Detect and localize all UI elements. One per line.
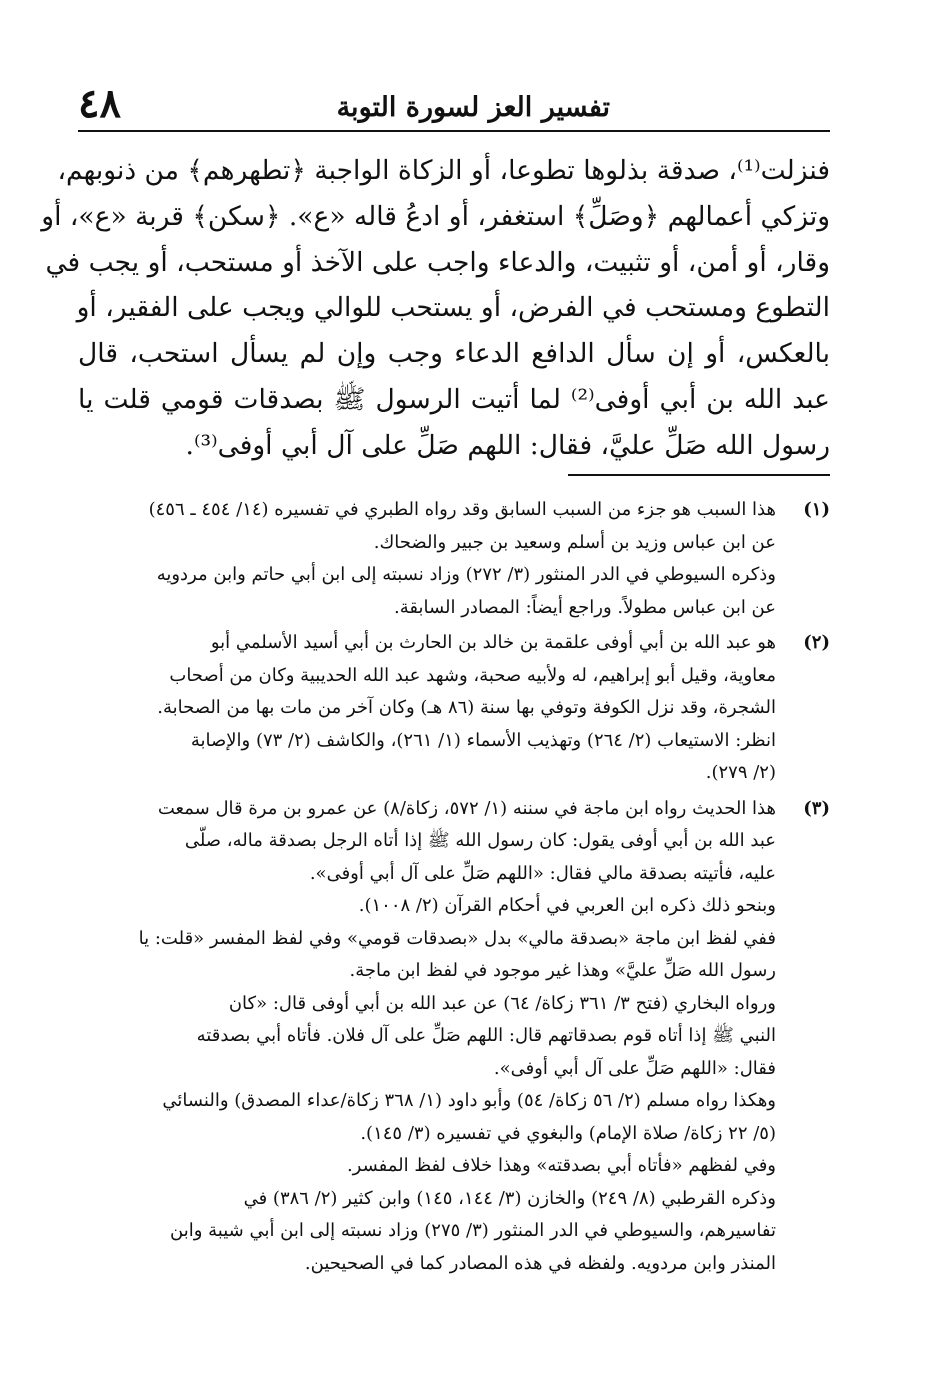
footnote-line: المنذر وابن مردويه. ولفظه في هذه المصادر كما في الصحيحين. [304, 1252, 776, 1274]
page-header [78, 80, 830, 132]
footnote-line: ورواه البخاري (فتح ٣/ ٣٦١ زكاة/ ٦٤) عن عبد الله بن أبي أوفى قال: «كان [228, 992, 776, 1014]
running-title: تفسير العز لسورة التوبة [336, 92, 610, 123]
footnote-line: تفاسيرهم، والسيوطي في الدر المنثور (٣/ ٢٧٥) وزاد نسبته إلى ابن أبي شيبة وابن [170, 1220, 776, 1241]
footnotes [78, 494, 830, 1283]
footnote-line: وفي لفظهم «فأتاه أبي بصدقته» وهذا خلاف لفظ المفسر. [346, 1155, 776, 1176]
footnote-line: الشجرة، وقد نزل الكوفة وتوفي بها سنة (٨٦ هـ) وكان آخر من مات بها من الصحابة. [157, 697, 776, 718]
text-line: عبد الله بن أبي أوفى⁽²⁾ لما أتيت الرسول ﷺ بصدقات قومي قلت يا [78, 383, 830, 415]
footnote-line: ففي لفظ ابن ماجة «بصدقة مالي» بدل «بصدقات قومي» وفي لفظ المفسر «قلت: يا [138, 927, 776, 949]
text-line: وقار، أو أمن، أو تثبيت، والدعاء واجب على الآخذ أو مستحب، أو يجب في [45, 246, 830, 278]
footnote-1 [78, 494, 830, 624]
footnote-line: (٥/ ٢٢ زكاة/ صلاة الإمام) والبغوي في تفسيره (٣/ ١٤٥). [360, 1122, 776, 1144]
footnote-line: انظر: الاستيعاب (٢/ ٢٦٤) وتهذيب الأسماء (١/ ٢٦١)، والكاشف (٢/ ٧٣) والإصابة [190, 729, 776, 751]
footnote-2 [78, 627, 830, 790]
footnote-line: النبي ﷺ إذا أتاه قوم بصدقاتهم قال: اللهم صَلِّ على آل فلان. فأتاه أبي بصدقته [196, 1025, 776, 1046]
text-line: وتزكي أعمالهم ﴿وصَلِّ﴾ استغفر، أو ادعُ قاله «ع». ﴿سكن﴾ قربة «ع»، أو [41, 200, 830, 232]
footnote-number: (١) [803, 499, 830, 520]
footnote-line: عن ابن عباس مطولاً. وراجع أيضاً: المصادر السابقة. [394, 596, 776, 618]
page-number: ٤٨ [78, 80, 121, 127]
footnote-line: هو عبد الله بن أبي أوفى علقمة بن خالد بن الحارث بن أبي أسيد الأسلمي أبو [210, 632, 776, 653]
footnote-line: وذكره السيوطي في الدر المنثور (٣/ ٢٧٢) وزاد نسبته إلى ابن أبي حاتم وابن مردويه [156, 564, 776, 585]
footnote-number: (٣) [803, 797, 830, 819]
footnote-line: (٢/ ٢٧٩). [705, 762, 776, 783]
footnote-separator [568, 474, 830, 476]
footnote-line: وبنحو ذلك ذكره ابن العربي في أحكام القرآن (٢/ ١٠٠٨). [358, 895, 776, 916]
text-line: رسول الله صَلِّ عليَّ، فقال: اللهم صَلِّ على آل أبي أوفى⁽³⁾. [185, 429, 830, 461]
text-line: التطوع ومستحب في الفرض، أو يستحب للوالي ويجب على الفقير، أو [76, 292, 830, 324]
footnote-line: معاوية، وقيل أبو إبراهيم، له ولأبيه صحبة، وشهد عبد الله الحديبية وكان من أصحاب [169, 664, 776, 686]
footnote-number: (٢) [803, 632, 830, 653]
footnote-line: فقال: «اللهم صَلِّ على آل أبي أوفى». [493, 1057, 776, 1079]
footnote-line: هذا الحديث رواه ابن ماجة في سننه (١/ ٥٧٢، زكاة/٨) عن عمرو بن مرة قال سمعت [157, 797, 776, 819]
footnote-line: وهكذا رواه مسلم (٢/ ٥٦ زكاة/ ٥٤) وأبو داود (١/ ٣٦٨ زكاة/عداء المصدق) والنسائي [162, 1090, 776, 1111]
footnote-3 [78, 793, 830, 1281]
main-text [41, 148, 830, 469]
footnote-line: هذا السبب هو جزء من السبب السابق وقد رواه الطبري في تفسيره (١٤/ ٤٥٤ ـ ٤٥٦) [148, 499, 776, 520]
footnote-line: عبد الله بن أبي أوفى يقول: كان رسول الله ﷺ إذا أتاه الرجل بصدقة ماله، صلّى [184, 830, 776, 851]
footnote-line: رسول الله صَلِّ عليَّ» وهذا غير موجود في لفظ ابن ماجة. [349, 960, 776, 981]
footnote-line: وذكره القرطبي (٨/ ٢٤٩) والخازن (٣/ ١٤٤، ١٤٥) وابن كثير (٢/ ٣٨٦) في [243, 1187, 776, 1209]
footnote-line: عن ابن عباس وزيد بن أسلم وسعيد بن جبير والضحاك. [373, 531, 776, 553]
text-line: بالعكس، أو إن سأل الدافع الدعاء وجب وإن لم يسأل استحب، قال [78, 338, 830, 370]
footnote-line: عليه، فأتيته بصدقة مالي فقال: «اللهم صَلِّ على آل أبي أوفى». [309, 862, 776, 884]
text-line: فنزلت⁽¹⁾، صدقة بذلوها تطوعا، أو الزكاة الواجبة ﴿تطهرهم﴾ من ذنوبهم، [57, 155, 830, 186]
